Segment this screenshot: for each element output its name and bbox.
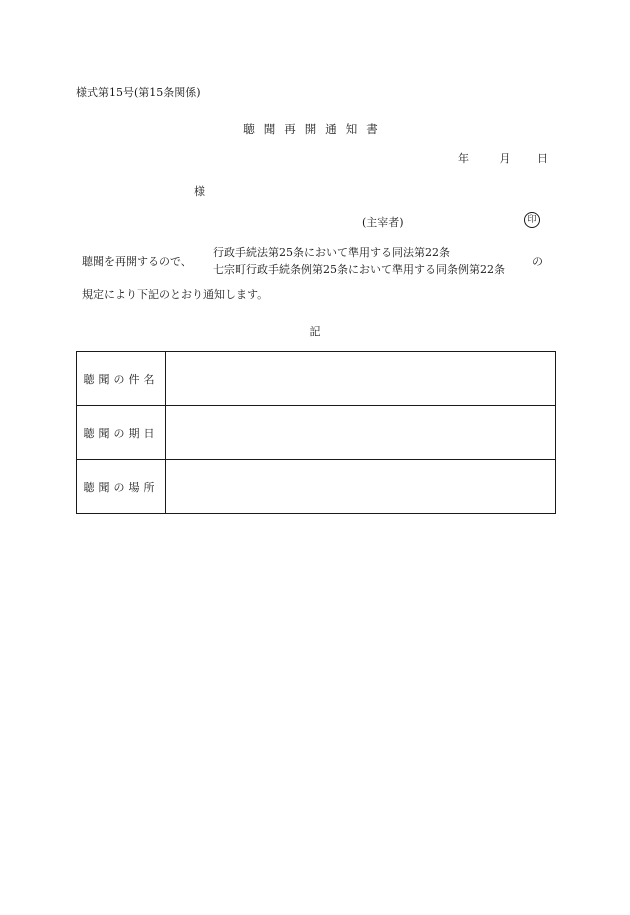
row-value-hearing-place [166, 460, 556, 514]
table-row [77, 406, 556, 460]
date-day-label: 日 [537, 152, 548, 165]
notice-table [76, 351, 556, 514]
body-lead-text: 聴聞を再開するので、 [82, 255, 192, 268]
law-option-1: 行政手続法第25条において準用する同法第22条 [213, 246, 450, 259]
table-row [77, 352, 556, 406]
table-row [77, 460, 556, 514]
date-line [429, 150, 548, 166]
date-month-label: 月 [499, 152, 511, 165]
row-label-hearing-date: 聴聞の期日 [77, 406, 166, 460]
row-label-case-name: 聴聞の件名 [77, 352, 166, 406]
body-trailing-text: の [532, 255, 543, 268]
seal-mark: 印 [524, 212, 540, 228]
document-title: 聴聞再開通知書 [243, 122, 387, 136]
organizer-label: (主宰者) [362, 216, 404, 229]
law-option-2: 七宗町行政手続条例第25条において準用する同条例第22条 [213, 263, 505, 276]
addressee-suffix: 様 [194, 185, 205, 198]
ki-heading: 記 [309, 325, 321, 338]
body-rest-text: 規定により下記のとおり通知します。 [82, 288, 269, 301]
row-value-hearing-date [166, 406, 556, 460]
date-year-label: 年 [458, 152, 469, 165]
row-value-case-name [166, 352, 556, 406]
form-number: 様式第15号(第15条関係) [76, 86, 201, 99]
row-label-hearing-place: 聴聞の場所 [77, 460, 166, 514]
